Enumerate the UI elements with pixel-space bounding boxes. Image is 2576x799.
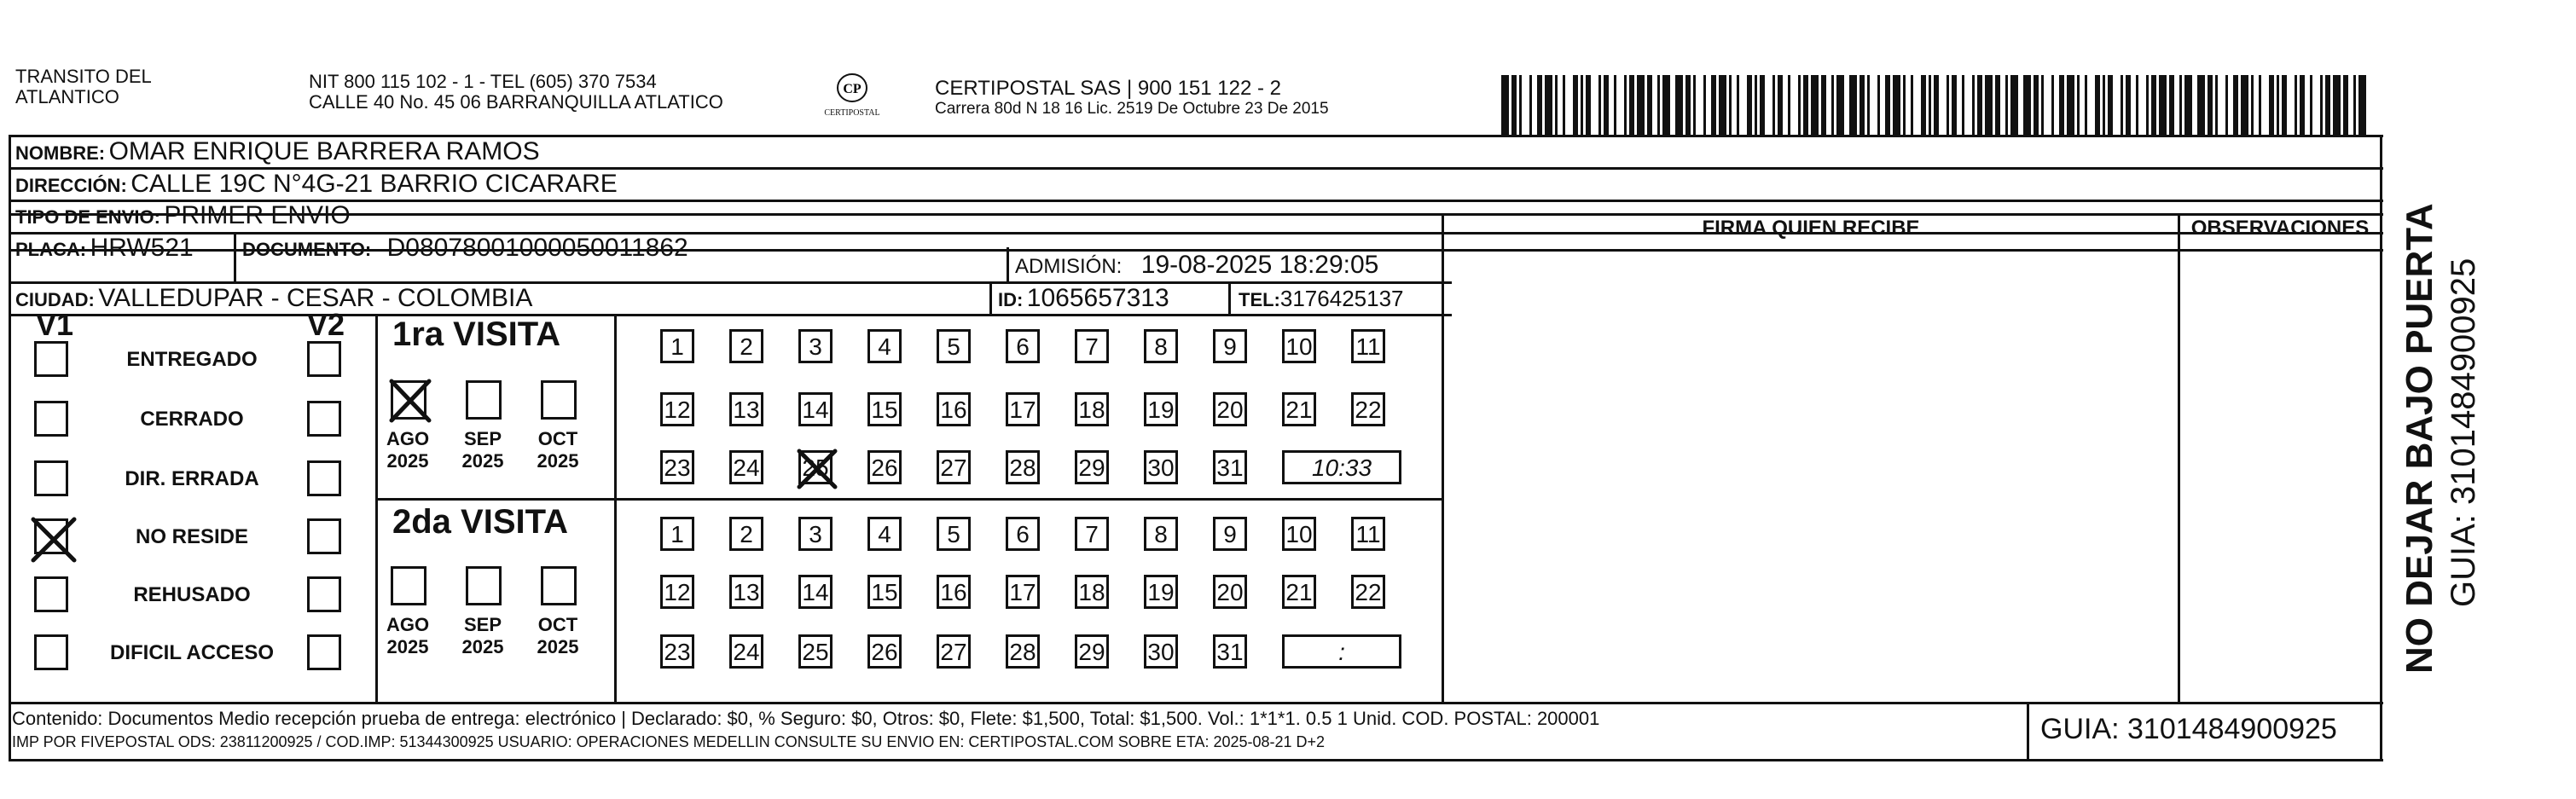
- phone-label: TEL:: [1239, 289, 1280, 310]
- visit2-title: 2da VISITA: [392, 503, 568, 541]
- month-year: 2025: [537, 450, 579, 472]
- month-year: 2025: [461, 636, 504, 657]
- signature-area[interactable]: [1445, 252, 2177, 701]
- visit1-month-checkbox[interactable]: [466, 380, 502, 420]
- visit2-day-box[interactable]: 20: [1213, 575, 1247, 609]
- v1-checkbox[interactable]: [34, 518, 68, 554]
- visit2-day-box[interactable]: 29: [1075, 634, 1109, 669]
- v2-checkbox[interactable]: [307, 460, 341, 496]
- certipostal-address: Carrera 80d N 18 16 Lic. 2519 De Octubre 23 De 2015: [935, 100, 1329, 118]
- signature-header: FIRMA QUIEN RECIBE: [1702, 217, 1920, 240]
- v2-checkbox[interactable]: [307, 518, 341, 554]
- phone-value: 3176425137: [1279, 286, 1404, 311]
- plate-label: PLACA:: [15, 239, 87, 260]
- visit1-day-box[interactable]: 4: [867, 329, 902, 363]
- visit1-day-box[interactable]: 3: [798, 329, 833, 363]
- visit1-month-label: [457, 428, 508, 472]
- visit2-month-label: [457, 614, 508, 658]
- v1-checkbox[interactable]: [34, 401, 68, 437]
- status-label: REHUSADO: [133, 583, 251, 606]
- recipient-address-label: DIRECCIÓN:: [15, 175, 127, 196]
- visit2-day-box[interactable]: 27: [937, 634, 971, 669]
- status-label: NO RESIDE: [135, 525, 249, 548]
- admission-value: 19-08-2025 18:29:05: [1140, 251, 1379, 279]
- visit1-day-box[interactable]: 18: [1075, 392, 1109, 426]
- status-label: DIFICIL ACCESO: [109, 641, 274, 664]
- shipment-type-row: [15, 200, 351, 236]
- visit1-day-box[interactable]: 20: [1213, 392, 1247, 426]
- visit1-day-box[interactable]: 19: [1144, 392, 1178, 426]
- visit1-day-box[interactable]: 6: [1006, 329, 1040, 363]
- side-guia-text: GUIA: 3101484900925: [2445, 258, 2482, 607]
- status-label: DIR. ERRADA: [125, 467, 259, 490]
- month-name: AGO: [386, 614, 430, 635]
- visit2-month-checkbox[interactable]: [391, 566, 426, 605]
- certipostal-logo-icon: [835, 72, 869, 104]
- visit2-day-box[interactable]: 25: [798, 634, 833, 669]
- id-label: ID:: [998, 289, 1024, 310]
- svg-text:CP: CP: [843, 82, 862, 96]
- visit1-month-label: [382, 428, 433, 472]
- visit2-day-box[interactable]: 10: [1282, 517, 1316, 551]
- visit1-day-box[interactable]: 26: [867, 450, 902, 484]
- visit2-day-box[interactable]: 19: [1144, 575, 1178, 609]
- v1-checkbox[interactable]: [34, 341, 68, 377]
- visit1-day-box[interactable]: 29: [1075, 450, 1109, 484]
- visit1-day-box[interactable]: 25: [798, 450, 833, 484]
- visit1-day-box[interactable]: 15: [867, 392, 902, 426]
- visit2-day-box[interactable]: 14: [798, 575, 833, 609]
- visit2-day-box[interactable]: 12: [660, 575, 694, 609]
- month-year: 2025: [461, 450, 504, 472]
- month-year: 2025: [537, 636, 579, 657]
- status-label: CERRADO: [140, 408, 244, 431]
- visit2-day-box[interactable]: 31: [1213, 634, 1247, 669]
- sender-address: CALLE 40 No. 45 06 BARRANQUILLA ATLATICO: [309, 91, 723, 113]
- month-year: 2025: [386, 636, 429, 657]
- v2-checkbox[interactable]: [307, 634, 341, 670]
- visit1-day-box[interactable]: 21: [1282, 392, 1316, 426]
- city-value: VALLEDUPAR - CESAR - COLOMBIA: [98, 284, 533, 312]
- visit2-day-box[interactable]: 24: [729, 634, 763, 669]
- footer-print-line: IMP POR FIVEPOSTAL ODS: 23811200925 / COD.IMP: 51344300925 USUARIO: OPERACIONES MEDELLIN CONSULTE SU ENVIO EN: CERTIPOSTAL.COM SOBRE ETA: 2025-08-21 D+2: [12, 733, 1326, 750]
- visit1-day-box[interactable]: 14: [798, 392, 833, 426]
- shipment-type-value: PRIMER ENVIO: [164, 201, 351, 229]
- barcode: [1501, 75, 2380, 135]
- visit1-time-field[interactable]: 10:33: [1282, 450, 1401, 484]
- visit2-day-box[interactable]: 7: [1075, 517, 1109, 551]
- visit1-day-box[interactable]: 9: [1213, 329, 1247, 363]
- city-row: [15, 281, 532, 320]
- sender-nit: NIT 800 115 102 - 1 - TEL (605) 370 7534: [309, 71, 657, 92]
- visit2-month-label: [382, 614, 433, 658]
- visit1-day-box[interactable]: 30: [1144, 450, 1178, 484]
- visit1-title: 1ra VISITA: [392, 316, 561, 353]
- visit1-day-box[interactable]: 5: [937, 329, 971, 363]
- v2-checkbox[interactable]: [307, 341, 341, 377]
- id-value: 1065657313: [1026, 284, 1169, 312]
- visit1-day-box[interactable]: 16: [937, 392, 971, 426]
- document-value: D08078001000050011862: [386, 234, 688, 262]
- visit2-day-box[interactable]: 6: [1006, 517, 1040, 551]
- recipient-address-value: CALLE 19C N°4G-21 BARRIO CICARARE: [131, 170, 618, 198]
- visit2-day-box[interactable]: 2: [729, 517, 763, 551]
- month-year: 2025: [386, 450, 429, 472]
- visit1-month-checkbox[interactable]: [391, 380, 426, 420]
- visit2-day-box[interactable]: 17: [1006, 575, 1040, 609]
- visit2-day-box[interactable]: 16: [937, 575, 971, 609]
- visit1-month-label: [532, 428, 583, 472]
- visit2-day-box[interactable]: 23: [660, 634, 694, 669]
- visit1-day-box[interactable]: 17: [1006, 392, 1040, 426]
- shipment-type-label: TIPO DE ENVIO:: [15, 206, 160, 228]
- visit2-day-box[interactable]: 22: [1351, 575, 1385, 609]
- certipostal-info: [935, 78, 1329, 119]
- visit2-day-box[interactable]: 15: [867, 575, 902, 609]
- recipient-name-label: NOMBRE:: [15, 142, 106, 164]
- visit1-day-box[interactable]: 13: [729, 392, 763, 426]
- visit2-day-box[interactable]: 26: [867, 634, 902, 669]
- certipostal-logo-text: CERTIPOSTAL: [824, 108, 880, 118]
- visit2-day-box[interactable]: 3: [798, 517, 833, 551]
- v2-checkbox[interactable]: [307, 401, 341, 437]
- visit2-day-box[interactable]: 28: [1006, 634, 1040, 669]
- visit1-day-box[interactable]: 2: [729, 329, 763, 363]
- footer-guia: GUIA: 3101484900925: [2040, 713, 2337, 745]
- certipostal-name: CERTIPOSTAL SAS | 900 151 122 - 2: [935, 77, 1281, 100]
- visit1-day-box[interactable]: 22: [1351, 392, 1385, 426]
- v1-header: V1: [36, 307, 74, 342]
- visit1-day-box[interactable]: 11: [1351, 329, 1385, 363]
- recipient-name-value: OMAR ENRIQUE BARRERA RAMOS: [108, 137, 540, 165]
- sender-name-line1: TRANSITO DEL: [15, 66, 152, 87]
- visit2-day-box[interactable]: 4: [867, 517, 902, 551]
- v2-checkbox[interactable]: [307, 576, 341, 612]
- visit2-day-box[interactable]: 9: [1213, 517, 1247, 551]
- visit2-month-checkbox[interactable]: [541, 566, 577, 605]
- side-warning-text: NO DEJAR BAJO PUERTA: [2399, 203, 2440, 674]
- status-label: ENTREGADO: [126, 348, 258, 371]
- admission-label: ADMISIÓN:: [1015, 255, 1123, 278]
- sender-name-line2: ATLANTICO: [15, 86, 119, 107]
- plate-row: [15, 232, 194, 269]
- observations-area[interactable]: [2181, 252, 2379, 701]
- month-name: SEP: [463, 614, 502, 635]
- visit1-day-box[interactable]: 12: [660, 392, 694, 426]
- check-mark-icon: [30, 516, 78, 568]
- v1-checkbox[interactable]: [34, 634, 68, 670]
- visit2-day-box[interactable]: 18: [1075, 575, 1109, 609]
- visit2-day-box[interactable]: 11: [1351, 517, 1385, 551]
- document-label: DOCUMENTO:: [242, 239, 372, 260]
- recipient-name-row: [15, 135, 540, 167]
- month-name: SEP: [463, 428, 502, 449]
- check-mark-icon: [388, 378, 432, 428]
- visit1-day-box[interactable]: 28: [1006, 450, 1040, 484]
- v2-header: V2: [307, 307, 345, 342]
- sender-name: [15, 67, 152, 107]
- visit1-day-box[interactable]: 23: [660, 450, 694, 484]
- sender-details: [309, 72, 723, 113]
- visit2-day-box[interactable]: 21: [1282, 575, 1316, 609]
- check-mark-icon: [796, 448, 838, 498]
- phone-row: [1239, 281, 1404, 320]
- visit2-time-field[interactable]: :: [1282, 634, 1401, 669]
- document-row: [242, 232, 688, 269]
- visit2-day-box[interactable]: 5: [937, 517, 971, 551]
- visit1-day-box[interactable]: 10: [1282, 329, 1316, 363]
- observations-header: OBSERVACIONES: [2190, 217, 2370, 240]
- footer-content-line: Contenido: Documentos Medio recepción prueba de entrega: electrónico | Declarado: $0, % Seguro: $0, Otros: $0, Flete: $1,500, Total: $1,500. Vol.: 1*1*1. 0.5 1 Unid. COD. POSTAL: 200001: [12, 708, 1600, 729]
- visit2-day-box[interactable]: 30: [1144, 634, 1178, 669]
- visit1-day-box[interactable]: 7: [1075, 329, 1109, 363]
- visit2-day-box[interactable]: 1: [660, 517, 694, 551]
- month-name: OCT: [537, 428, 578, 449]
- visit2-month-label: [532, 614, 583, 658]
- visit1-day-box[interactable]: 8: [1144, 329, 1178, 363]
- city-label: CIUDAD:: [15, 289, 95, 310]
- visit1-day-box[interactable]: 1: [660, 329, 694, 363]
- plate-value: HRW521: [90, 234, 194, 262]
- visit2-day-box[interactable]: 13: [729, 575, 763, 609]
- month-name: AGO: [386, 428, 430, 449]
- visit2-day-box[interactable]: 8: [1144, 517, 1178, 551]
- visit2-month-checkbox[interactable]: [466, 566, 502, 605]
- visit1-day-box[interactable]: 31: [1213, 450, 1247, 484]
- v1-checkbox[interactable]: [34, 460, 68, 496]
- visit1-day-box[interactable]: 27: [937, 450, 971, 484]
- v1-checkbox[interactable]: [34, 576, 68, 612]
- month-name: OCT: [537, 614, 578, 635]
- certipostal-logo: [817, 72, 887, 123]
- visit1-day-box[interactable]: 24: [729, 450, 763, 484]
- recipient-address-row: [15, 167, 618, 200]
- visit1-month-checkbox[interactable]: [541, 380, 577, 420]
- id-row: [998, 281, 1169, 320]
